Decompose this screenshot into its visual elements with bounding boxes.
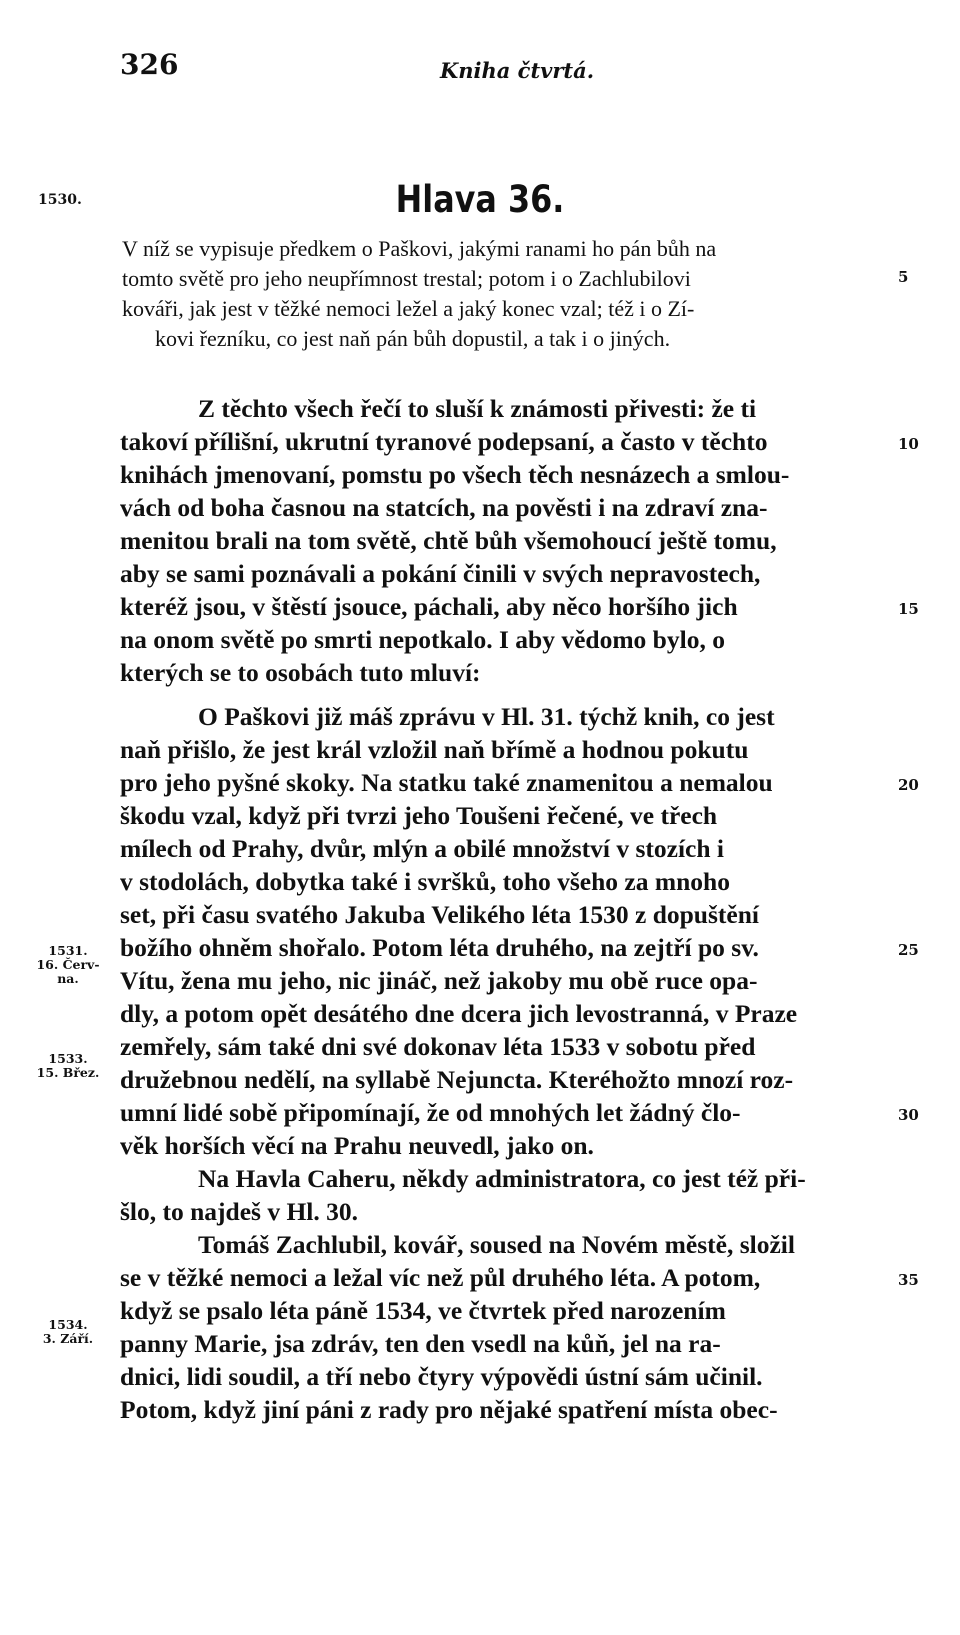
body-line: když se psalo léta páně 1534, ve čtvrtek před narozením (120, 1296, 726, 1325)
body-line: šlo, to najdeš v Hl. 30. (120, 1197, 359, 1226)
body-line: menitou brali na tom světě, chtě bůh všemohoucí ještě tomu, (120, 526, 777, 555)
body-line: naň přišlo, že jest král vzložil naň břímě a hodnou pokutu (120, 735, 749, 764)
summary-line: kovi řezníku, co jest naň pán bůh dopustil, a tak i o jiných. (155, 326, 671, 351)
body-line: kterých se to osobách tuto mluví: (120, 658, 481, 687)
body-line: mílech od Prahy, dvůr, mlýn a obilé množství v stozích i (120, 834, 724, 863)
body-line: Vítu, žena mu jeho, nic jináč, než jakoby mu obě ruce opa- (120, 966, 758, 995)
page-number: 326 (120, 48, 179, 81)
body-line: božího ohněm shořalo. Potom léta druhého, na zejtří po sv. (120, 933, 759, 962)
body-line: na onom světě po smrti nepotkalo. I aby vědomo bylo, o (120, 625, 725, 654)
body-line: pro jeho pyšné skoky. Na statku také znamenitou a nemalou (120, 768, 773, 797)
body-line: aby se sami poznávali a pokání činili v svých nepravostech, (120, 559, 761, 588)
body-line: panny Marie, jsa zdráv, ten den vsedl na kůň, jel na ra- (120, 1329, 721, 1358)
body-line: Na Havla Caheru, někdy administratora, co jest též při- (198, 1164, 806, 1193)
body-line: zemřely, sám také dni své dokonav léta 1533 v sobotu před (120, 1032, 756, 1061)
body-line: se v těžké nemoci a ležal víc než půl druhého léta. A potom, (120, 1263, 761, 1292)
margin-note-date: 15. Břez. (36, 1065, 100, 1080)
summary-line: kováři, jak jest v těžké nemoci ležel a jaký konec vzal; též i o Zí- (122, 296, 695, 321)
margin-note-date: 3. Září. (42, 1331, 94, 1346)
body-line: knihách jmenovaní, pomstu po všech těch nesnázech a smlou- (120, 460, 790, 489)
body-line: O Paškovi již máš zprávu v Hl. 31. týchž knih, co jest (198, 702, 775, 731)
body-line: v stodolách, dobytka také i svršků, toho všeho za mnoho (120, 867, 730, 896)
body-line: takoví přílišní, ukrutní tyranové podepsaní, a často v těchto (120, 427, 768, 456)
line-number: 30 (898, 1106, 919, 1124)
body-line: Tomáš Zachlubil, kovář, soused na Novém městě, složil (198, 1230, 795, 1259)
body-line: set, při času svatého Jakuba Velikého léta 1530 z dopuštění (120, 900, 759, 929)
body-line: družebnou nedělí, na syllabě Nejuncta. Kteréhožto mnozí roz- (120, 1065, 794, 1094)
line-number: 5 (898, 268, 909, 286)
margin-note-date: 16. Červ- (36, 957, 100, 972)
chapter-title: Hlava 36. (395, 178, 565, 221)
body-line: kteréž jsou, v štěstí jsouce, páchali, aby něco horšího jich (120, 592, 738, 621)
body-line: škodu vzal, když při tvrzi jeho Toušeni řečené, ve třech (120, 801, 718, 830)
margin-note-year: 1531. (48, 943, 88, 958)
margin-note (28, 944, 108, 986)
margin-note (28, 1052, 108, 1080)
line-number: 20 (898, 776, 919, 794)
running-header: Kniha čtvrtá. (440, 58, 595, 83)
margin-note (28, 1318, 108, 1346)
body-line: dnici, lidi soudil, a tří nebo čtyry výpovědi ústní sám učinil. (120, 1362, 763, 1391)
body-line: Z těchto všech řečí to sluší k známosti přivesti: že ti (198, 394, 757, 423)
summary-line: tomto světě pro jeho neupřímnost trestal; potom i o Zachlubilovi (122, 266, 691, 291)
line-number: 25 (898, 941, 919, 959)
margin-note-year: 1533. (48, 1051, 88, 1066)
line-number: 35 (898, 1271, 919, 1289)
line-number: 10 (898, 435, 919, 453)
body-line: vách od boha časnou na statcích, na pověsti i na zdraví zna- (120, 493, 768, 522)
body-line: umní lidé sobě připomínají, že od mnohých let žádný člo- (120, 1098, 741, 1127)
year-marker: 1530. (38, 192, 82, 208)
body-line: dly, a potom opět desátého dne dcera jich levostranná, v Praze (120, 999, 798, 1028)
line-number: 15 (898, 600, 919, 618)
margin-note-extra: na. (57, 971, 79, 986)
body-line: věk horších věcí na Prahu neuvedl, jako on. (120, 1131, 594, 1160)
margin-note-year: 1534. (48, 1317, 88, 1332)
body-line: Potom, když jiní páni z rady pro nějaké spatření místa obec- (120, 1395, 778, 1424)
summary-line: V níž se vypisuje předkem o Paškovi, jakými ranami ho pán bůh na (122, 236, 717, 261)
